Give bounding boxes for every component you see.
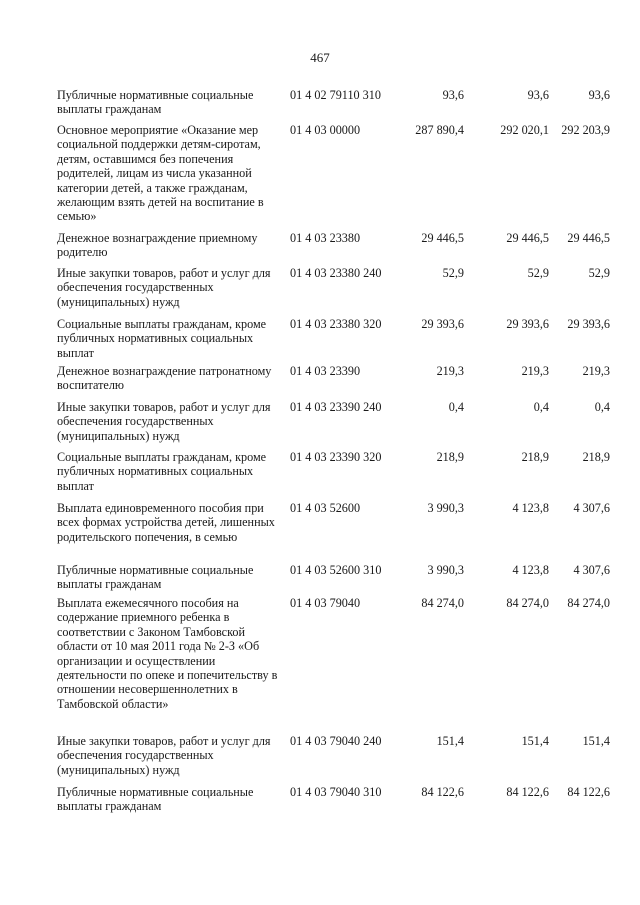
row-value-2: 219,3 <box>521 364 549 378</box>
row-value-1: 3 990,3 <box>427 501 464 515</box>
row-value-2: 93,6 <box>527 88 549 102</box>
row-code: 01 4 03 79040 240 <box>290 734 382 748</box>
row-description: Иные закупки товаров, работ и услуг для обеспечения государственных (муниципальных) нужд <box>57 734 271 777</box>
row-value-3: 29 446,5 <box>567 231 610 245</box>
row-value-2: 4 123,8 <box>512 563 549 577</box>
row-code: 01 4 03 23380 240 <box>290 266 382 280</box>
row-code: 01 4 03 52600 310 <box>290 563 382 577</box>
row-value-1: 29 393,6 <box>421 317 464 331</box>
row-value-1: 84 122,6 <box>421 785 464 799</box>
row-description: Основное мероприятие «Оказание мер социальной поддержки детям-сиротам, детям, оставшимся без попечения родителей, лицам из числа указанной категории детей, а также гражданам, желающим взять детей на воспитание в семью» <box>57 123 264 224</box>
row-value-3: 84 122,6 <box>567 785 610 799</box>
row-value-3: 219,3 <box>582 364 610 378</box>
row-code: 01 4 03 79040 <box>290 596 361 610</box>
row-value-3: 29 393,6 <box>567 317 610 331</box>
page-number: 467 <box>310 50 330 65</box>
row-value-1: 151,4 <box>436 734 464 748</box>
row-value-1: 219,3 <box>436 364 464 378</box>
row-description: Иные закупки товаров, работ и услуг для обеспечения государственных (муниципальных) нужд <box>57 400 271 443</box>
row-description: Выплата ежемесячного пособия на содержание приемного ребенка в соответствии с Законом Тамбовской области от 10 мая 2011 года № 2-З «Об организации и осуществлении деятельности по опеке и попечительству в отношении несовершеннолетних в Тамбовской области» <box>57 596 278 711</box>
row-code: 01 4 03 79040 310 <box>290 785 382 799</box>
row-value-1: 3 990,3 <box>427 563 464 577</box>
row-code: 01 4 03 52600 <box>290 501 361 515</box>
row-value-2: 218,9 <box>521 450 549 464</box>
row-description: Денежное вознаграждение приемному родителю <box>57 231 258 260</box>
row-value-3: 4 307,6 <box>573 563 610 577</box>
row-description: Социальные выплаты гражданам, кроме публичных нормативных социальных выплат <box>57 450 267 493</box>
row-value-3: 84 274,0 <box>567 596 610 610</box>
row-value-3: 0,4 <box>594 400 610 414</box>
row-code: 01 4 02 79110 310 <box>290 88 381 102</box>
row-value-3: 52,9 <box>588 266 610 280</box>
row-code: 01 4 03 23380 <box>290 231 361 245</box>
row-description: Публичные нормативные социальные выплаты гражданам <box>57 88 254 117</box>
row-value-3: 4 307,6 <box>573 501 610 515</box>
row-value-1: 0,4 <box>448 400 464 414</box>
row-description: Выплата единовременного пособия при всех формах устройства детей, лишенных родительского попечения, в семью <box>57 501 275 544</box>
row-description: Публичные нормативные социальные выплаты гражданам <box>57 785 254 814</box>
row-code: 01 4 03 23380 320 <box>290 317 382 331</box>
row-code: 01 4 03 23390 240 <box>290 400 382 414</box>
row-value-1: 287 890,4 <box>415 123 464 137</box>
row-value-2: 52,9 <box>527 266 549 280</box>
row-value-2: 151,4 <box>521 734 549 748</box>
row-value-3: 151,4 <box>582 734 610 748</box>
row-description: Социальные выплаты гражданам, кроме публичных нормативных социальных выплат <box>57 317 267 360</box>
row-code: 01 4 03 00000 <box>290 123 361 137</box>
row-code: 01 4 03 23390 <box>290 364 361 378</box>
row-description: Иные закупки товаров, работ и услуг для обеспечения государственных (муниципальных) нужд <box>57 266 271 309</box>
row-description: Денежное вознаграждение патронатному воспитателю <box>57 364 272 393</box>
row-value-2: 0,4 <box>533 400 549 414</box>
row-value-1: 52,9 <box>442 266 464 280</box>
row-value-2: 29 446,5 <box>506 231 549 245</box>
row-value-3: 292 203,9 <box>561 123 610 137</box>
row-code: 01 4 03 23390 320 <box>290 450 382 464</box>
row-value-2: 4 123,8 <box>512 501 549 515</box>
row-value-1: 218,9 <box>436 450 464 464</box>
row-value-3: 93,6 <box>588 88 610 102</box>
row-value-1: 93,6 <box>442 88 464 102</box>
row-value-2: 84 274,0 <box>506 596 549 610</box>
row-value-2: 292 020,1 <box>500 123 549 137</box>
row-value-2: 84 122,6 <box>506 785 549 799</box>
row-value-3: 218,9 <box>582 450 610 464</box>
row-value-1: 29 446,5 <box>421 231 464 245</box>
row-description: Публичные нормативные социальные выплаты гражданам <box>57 563 254 592</box>
row-value-1: 84 274,0 <box>421 596 464 610</box>
row-value-2: 29 393,6 <box>506 317 549 331</box>
